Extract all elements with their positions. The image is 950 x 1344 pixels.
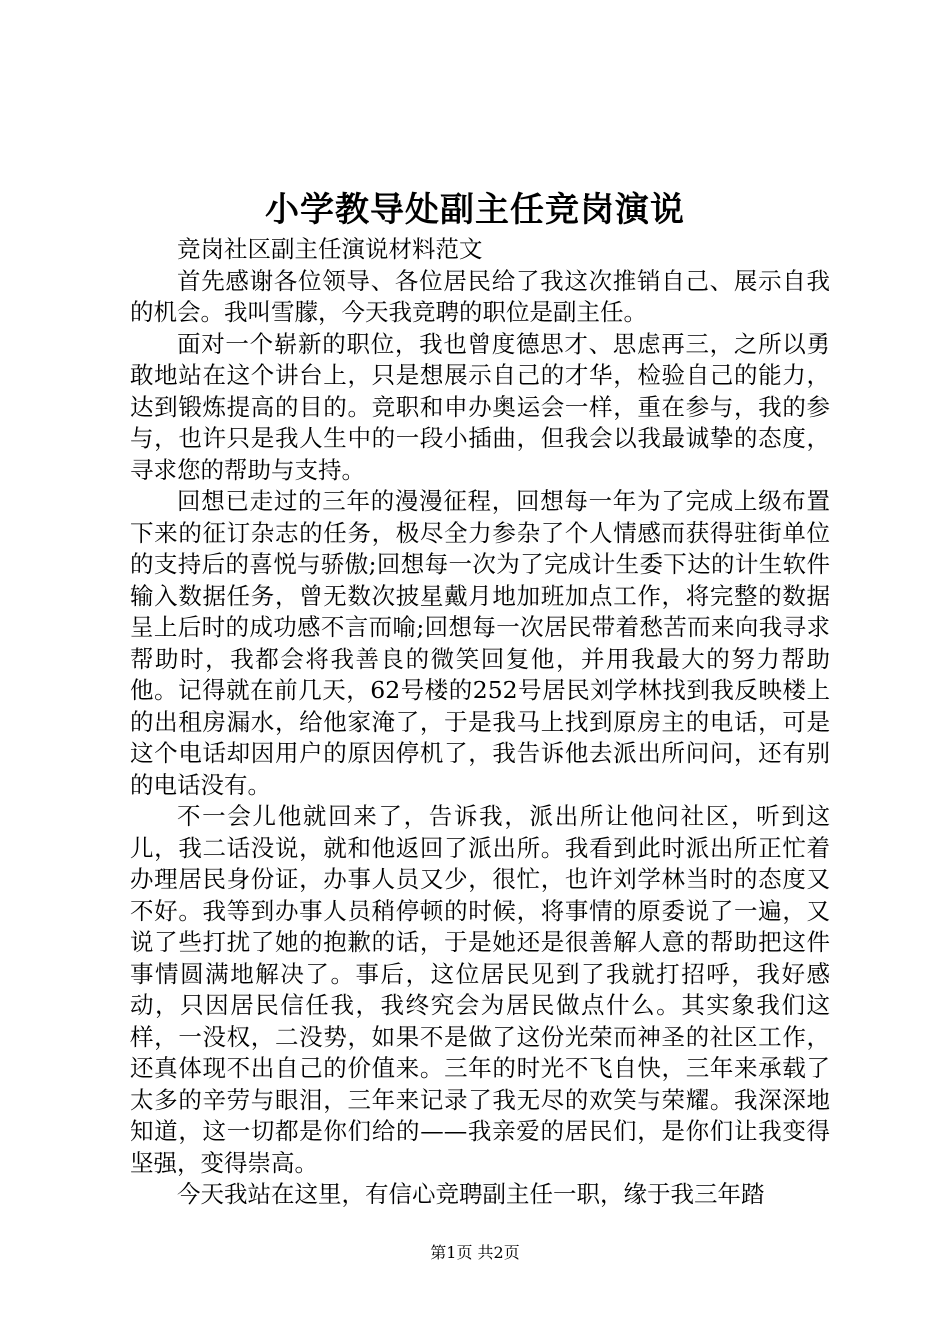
paragraph: 回想已走过的三年的漫漫征程，回想每一年为了完成上级布置下来的征订杂志的任务，极尽全力参杂了个人情感而获得驻街单位的支持后的喜悦与骄傲;回想每一次为了完成计生委下达的计生软件输入数据任务，曾无数次披星戴月地加班加点工作，将完整的数据呈上后时的成功感不言而喻;回想每一次居民带着愁苦而来向我寻求帮助时，我都会将我善良的微笑回复他，并用我最大的努力帮助他。记得就在前几天，62号楼的252号居民刘学林找到我反映楼上的出租房漏水，给他家淹了，于是我马上找到原房主的电话，可是这个电话却因用户的原因停机了，我告诉他去派出所问问，还有别的电话没有。	[130, 487, 830, 799]
paragraph: 不一会儿他就回来了，告诉我，派出所让他问社区，听到这儿，我二话没说，就和他返回了派出所。我看到此时派出所正忙着办理居民身份证，办事人员又少，很忙，也许刘学林当时的态度又不好。我等到办事人员稍停顿的时候，将事情的原委说了一遍，又说了些打扰了她的抱歉的话，于是她还是很善解人意的帮助把这件事情圆满地解决了。事后，这位居民见到了我就打招呼，我好感动，只因居民信任我，我终究会为居民做点什么。其实象我们这样，一没权，二没势，如果不是做了这份光荣而神圣的社区工作，还真体现不出自己的价值来。三年的时光不飞自快，三年来承载了太多的辛劳与眼泪，三年来记录了我无尽的欢笑与荣耀。我深深地知道，这一切都是你们给的——我亲爱的居民们，是你们让我变得坚强，变得崇高。	[130, 802, 830, 1177]
paragraph: 首先感谢各位领导、各位居民给了我这次推销自己、展示自我的机会。我叫雪朦，今天我竞聘的职位是副主任。	[130, 266, 830, 326]
paragraph: 面对一个崭新的职位，我也曾度德思才、思虑再三，之所以勇敢地站在这个讲台上，只是想展示自己的才华，检验自己的能力，达到锻炼提高的目的。竞职和申办奥运会一样，重在参与，我的参与，也许只是我人生中的一段小插曲，但我会以我最诚挚的态度，寻求您的帮助与支持。	[130, 329, 830, 484]
document-title: 小学教导处副主任竞岗演说	[265, 190, 685, 230]
page-footer: 第1页 共2页	[430, 1243, 520, 1262]
paragraph: 竞岗社区副主任演说材料范文	[177, 235, 483, 263]
paragraph: 今天我站在这里，有信心竞聘副主任一职，缘于我三年踏	[177, 1180, 765, 1208]
document-body	[130, 234, 830, 1211]
